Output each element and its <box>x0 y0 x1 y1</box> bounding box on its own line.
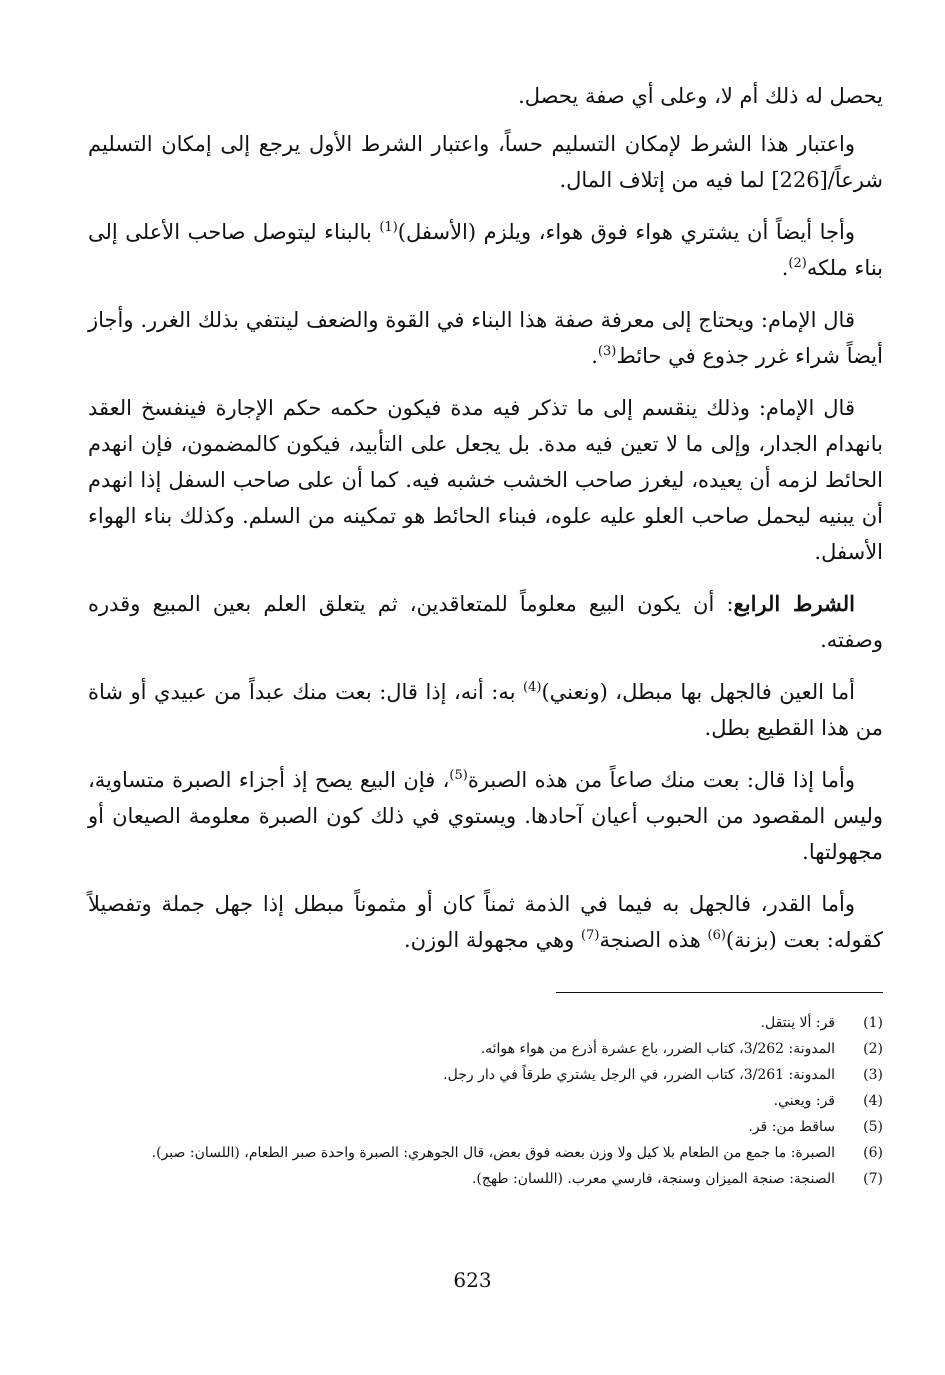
footnote <box>88 1010 883 1036</box>
footnote-text: قر: ألا ينتقل. <box>760 1015 835 1031</box>
footnote-reference: (1) <box>379 220 398 235</box>
footnote-separator <box>556 992 883 993</box>
paragraph-text: بالبناء ليتوصل صاحب الأعلى إلى بناء ملكه <box>88 220 883 280</box>
footnote-number: (4) <box>863 1093 883 1109</box>
footnote-reference: (5) <box>449 768 468 783</box>
footnote <box>88 1140 883 1166</box>
paragraph-text: وأما القدر، فالجهل به فيما في الذمة ثمناً كان أو مثموناً مبطل إذا جهل جملة وتفصيلاً كقوله: بعت (بزنة) <box>88 892 883 952</box>
footnote-text: قر: ويعني. <box>773 1093 835 1109</box>
footnote-text: الصنجة: صنجة الميزان وسنجة، فارسي معرب. (اللسان: طهج). <box>471 1171 835 1187</box>
footnote <box>88 1088 883 1114</box>
paragraph-text: واعتبار هذا الشرط لإمكان التسليم حساً، واعتبار الشرط الأول يرجع إلى إمكان التسليم شرعاً/[226] لما فيه من إتلاف المال. <box>88 132 883 192</box>
footnote <box>88 1166 883 1192</box>
footnote-number: (7) <box>863 1171 883 1187</box>
paragraph-text: وأما إذا قال: بعت منك صاعاً من هذه الصبرة <box>467 768 856 792</box>
footnote-number: (6) <box>863 1145 883 1161</box>
paragraph-text: يحصل له ذلك أم لا، وعلى أي صفة يحصل. <box>518 84 883 108</box>
paragraph-text: : أن يكون البيع معلوماً للمتعاقدين، ثم يتعلق العلم بعين المبيع وقدره وصفته. <box>88 592 883 652</box>
paragraph <box>88 214 883 286</box>
footnote-number: (2) <box>863 1041 883 1057</box>
paragraph-text: هذه الصنجة <box>599 928 708 952</box>
footnote <box>88 1114 883 1140</box>
paragraph-text: أما العين فالجهل بها مبطل، (ونعني) <box>541 680 855 704</box>
paragraph <box>88 886 883 958</box>
paragraph-text: . <box>591 344 598 368</box>
paragraph <box>88 586 883 658</box>
footnote-number: (5) <box>863 1119 883 1135</box>
paragraph <box>88 390 883 570</box>
main-text <box>88 78 883 974</box>
footnote-reference: (6) <box>707 928 726 943</box>
footnote-text: المدونة: 3/261، كتاب الضرر، في الرجل يشتري طرقاً في دار رجل. <box>443 1067 835 1083</box>
paragraph <box>88 78 883 114</box>
footnote-number: (1) <box>863 1015 883 1031</box>
paragraph-text: . <box>781 256 789 280</box>
paragraph <box>88 302 883 374</box>
paragraph-text: ، فإن البيع يصح إذ أجزاء الصبرة متساوية، وليس المقصود من الحبوب أعيان آحادها. ويستوي في ذلك كون الصبرة معلومة الصيعان أو مجهولتها. <box>88 768 883 864</box>
footnotes <box>88 1010 883 1192</box>
paragraph-text: وهي مجهولة الوزن. <box>403 928 581 952</box>
footnote-reference: (4) <box>523 680 542 695</box>
footnote <box>88 1036 883 1062</box>
page-number: 623 <box>453 1268 492 1292</box>
paragraph-text: به: أنه، إذا قال: بعت منك عبداً من عبيدي أو شاة من هذا القطيع بطل. <box>88 680 883 740</box>
paragraph-text: قال الإمام: وذلك ينقسم إلى ما تذكر فيه مدة فيكون حكمه حكم الإجارة فينفسخ العقد بانهدام الجدار، وإلى ما لا تعين فيه مدة. بل يجعل على التأبيد، فيكون كالمضمون، فإن انهدم الحائط لزمه أن يعيده، ليغرز صاحب الخشب خشبه فيه. كما أن على صاحب السفل إذا انهدم أن يبنيه ليحمل صاحب العلو عليه علوه، فبناء الحائط هو تمكينه من السلم. وكذلك بناء الهواء الأسفل. <box>88 396 883 564</box>
footnote-text: المدونة: 3/262، كتاب الضرر، باع عشرة أذرع من هواء هوائه. <box>480 1041 835 1057</box>
paragraph <box>88 126 883 198</box>
footnote-reference: (2) <box>788 256 807 271</box>
footnote-text: ساقط من: قر. <box>748 1119 835 1135</box>
paragraph-text: وأجا أيضاً أن يشتري هواء فوق هواء، ويلزم (الأسفل) <box>397 220 855 244</box>
section-heading: الشرط الرابع <box>733 591 855 616</box>
paragraph-text: قال الإمام: ويحتاج إلى معرفة صفة هذا البناء في القوة والضعف لينتفي بذلك الغرر. وأجاز أيضاً شراء غرر جذوع في حائط <box>88 308 883 368</box>
footnote-number: (3) <box>863 1067 883 1083</box>
paragraph <box>88 674 883 746</box>
footnote <box>88 1062 883 1088</box>
footnote-reference: (7) <box>581 928 600 943</box>
footnote-text: الصبرة: ما جمع من الطعام بلا كيل ولا وزن بعضه فوق بعض، قال الجوهري: الصبرة واحدة صبر الطعام، (اللسان: صبر). <box>151 1145 835 1161</box>
footnote-reference: (3) <box>597 344 617 359</box>
paragraph <box>88 762 883 870</box>
